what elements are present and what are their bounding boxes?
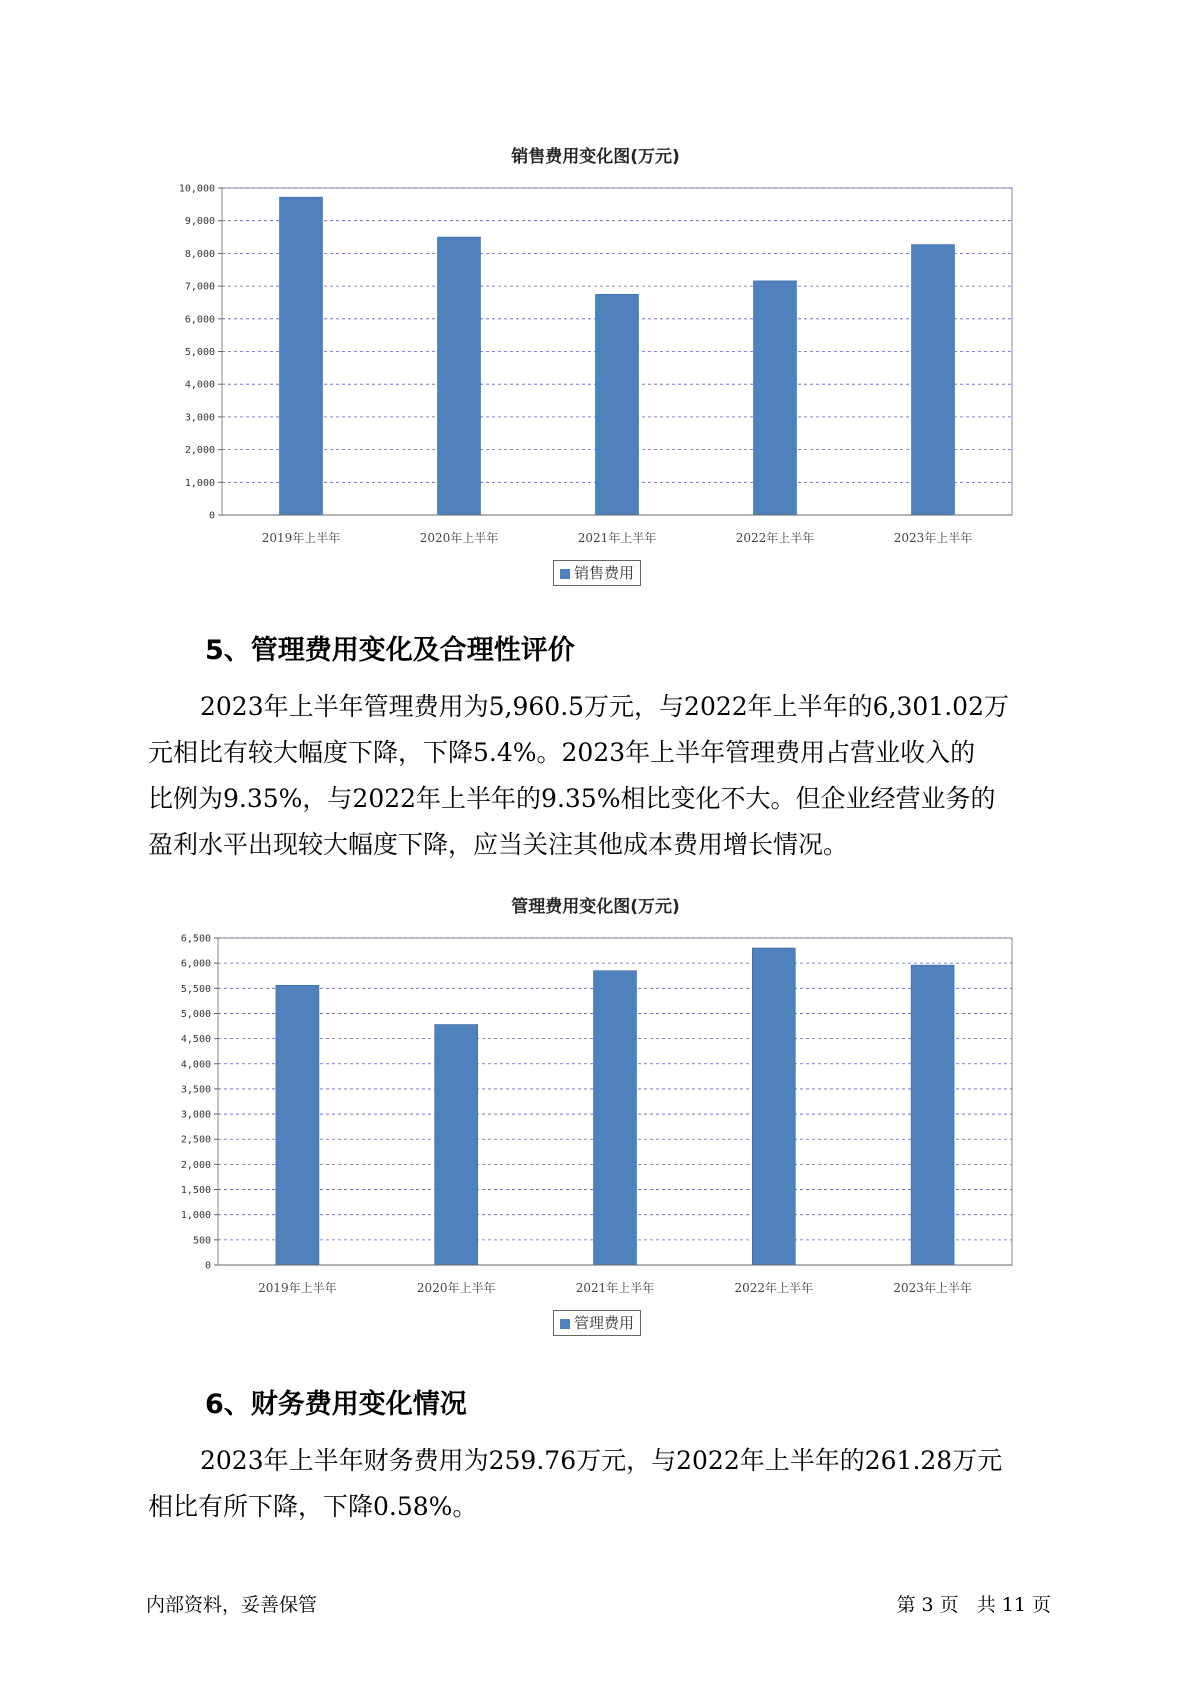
bar (594, 971, 637, 1265)
bar (912, 245, 955, 515)
y-tick-label: 8,000 (184, 248, 215, 260)
y-tick-label: 6,000 (180, 958, 211, 970)
x-category-label: 2020年上半年 (416, 1281, 496, 1295)
legend-swatch (560, 569, 570, 579)
admin-chart-title: 管理费用变化图(万元) (511, 897, 680, 917)
section-5-heading: 5、管理费用变化及合理性评价 (205, 635, 575, 666)
x-category-label: 2022年上半年 (735, 531, 815, 545)
para-line: 2023年上半年财务费用为259.76万元，与2022年上半年的261.28万元 (200, 1446, 1003, 1475)
y-tick-label: 500 (192, 1235, 211, 1247)
para-line: 相比有所下降，下降0.58%。 (148, 1492, 478, 1521)
y-tick-label: 10,000 (178, 183, 215, 195)
sales-chart-title: 销售费用变化图(万元) (511, 147, 680, 167)
admin-chart-plot (0, 880, 1191, 1320)
admin-chart-legend (553, 1310, 641, 1336)
x-category-label: 2022年上半年 (734, 1281, 814, 1295)
section-6-heading: 6、财务费用变化情况 (205, 1389, 467, 1420)
y-tick-label: 4,000 (180, 1059, 211, 1071)
y-tick-label: 6,000 (184, 314, 215, 326)
y-tick-label: 9,000 (184, 216, 215, 228)
y-tick-label: 6,500 (180, 933, 211, 945)
sales-expense-chart (0, 130, 1191, 590)
para-line: 2023年上半年管理费用为5,960.5万元，与2022年上半年的6,301.02万 (200, 692, 1009, 721)
bar (596, 294, 639, 515)
y-tick-label: 7,000 (184, 281, 215, 293)
y-tick-label: 4,500 (180, 1034, 211, 1046)
bar (276, 985, 319, 1265)
bar (754, 281, 797, 515)
legend-label: 管理费用 (574, 1314, 635, 1332)
bar (435, 1025, 478, 1265)
sales-chart-plot (0, 130, 1191, 570)
y-tick-label: 1,500 (180, 1185, 211, 1197)
y-tick-label: 2,000 (184, 445, 215, 457)
y-tick-label: 5,500 (180, 983, 211, 995)
bar (438, 237, 481, 515)
para-line: 盈利水平出现较大幅度下降，应当关注其他成本费用增长情况。 (148, 830, 849, 859)
footer-confidential-note: 内部资料，妥善保管 (146, 1594, 318, 1616)
x-category-label: 2023年上半年 (893, 531, 973, 545)
y-tick-label: 0 (208, 510, 215, 522)
section-6-paragraph (148, 1438, 1048, 1530)
sales-chart-legend (553, 560, 641, 586)
y-tick-label: 4,000 (184, 379, 215, 391)
admin-expense-chart (0, 880, 1191, 1340)
bar (280, 197, 323, 515)
section-5-paragraph (148, 684, 1048, 868)
x-category-label: 2019年上半年 (261, 531, 341, 545)
x-category-label: 2021年上半年 (577, 531, 657, 545)
bar (911, 965, 954, 1265)
para-line: 元相比有较大幅度下降，下降5.4%。2023年上半年管理费用占营业收入的 (148, 738, 976, 767)
y-tick-label: 3,500 (180, 1084, 211, 1096)
y-tick-label: 0 (204, 1260, 211, 1272)
legend-swatch (560, 1319, 570, 1329)
x-category-label: 2019年上半年 (258, 1281, 337, 1295)
bar (752, 948, 795, 1265)
x-category-label: 2023年上半年 (893, 1281, 972, 1295)
y-tick-label: 1,000 (184, 477, 215, 489)
footer-page-number: 第 3 页 共 11 页 (896, 1594, 1051, 1616)
y-tick-label: 3,000 (184, 412, 215, 424)
x-category-label: 2021年上半年 (575, 1281, 655, 1295)
y-tick-label: 2,000 (180, 1159, 211, 1171)
legend-label: 销售费用 (574, 564, 635, 582)
para-line: 比例为9.35%，与2022年上半年的9.35%相比变化不大。但企业经营业务的 (148, 784, 996, 813)
y-tick-label: 2,500 (180, 1134, 211, 1146)
y-tick-label: 3,000 (180, 1109, 211, 1121)
y-tick-label: 1,000 (180, 1210, 211, 1222)
x-category-label: 2020年上半年 (419, 531, 499, 545)
y-tick-label: 5,000 (180, 1008, 211, 1020)
y-tick-label: 5,000 (184, 347, 215, 358)
